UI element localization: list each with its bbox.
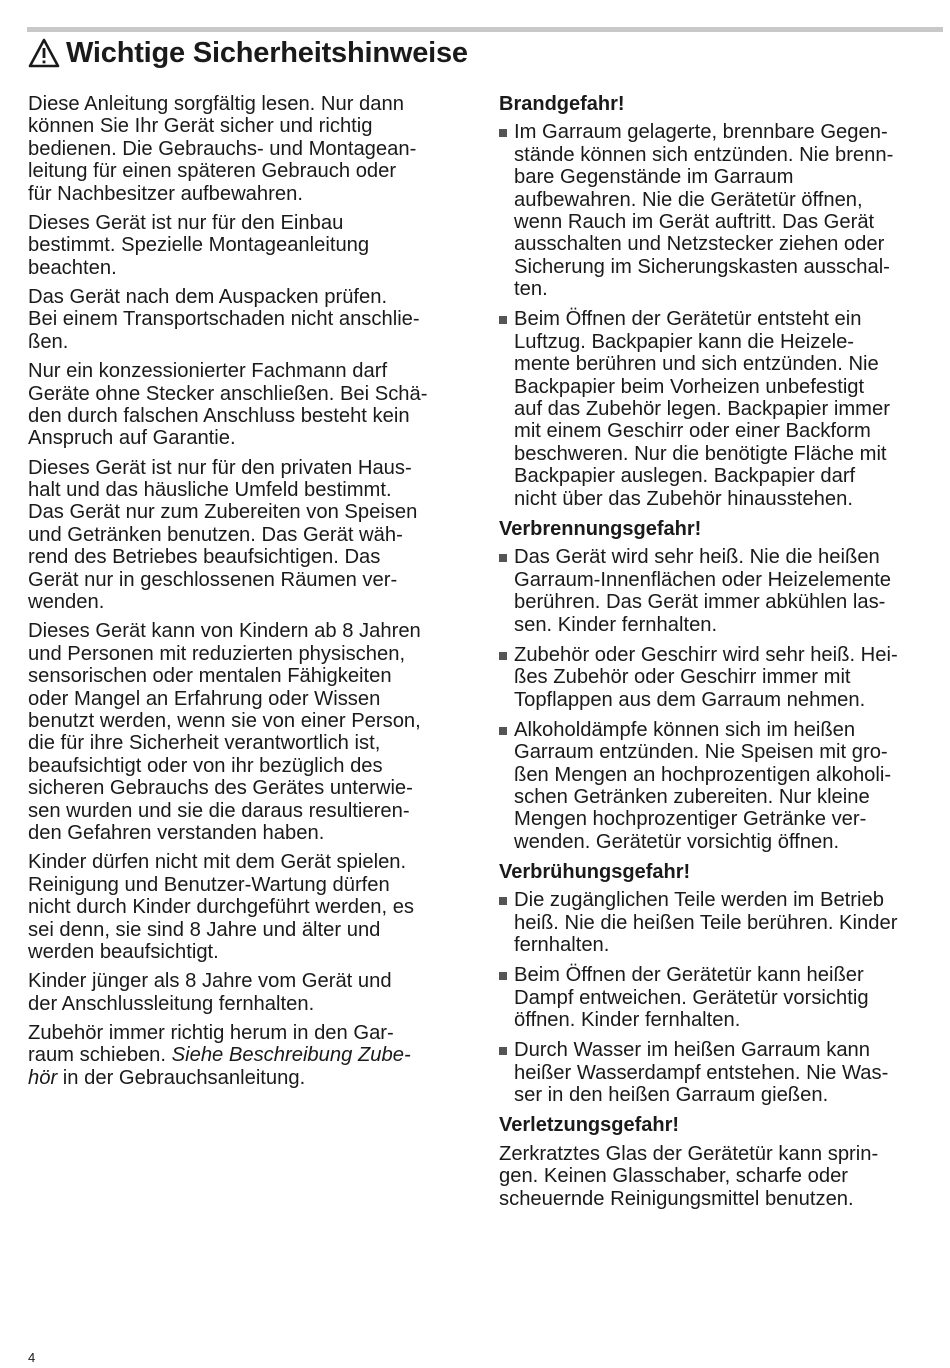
bullet-item: [499, 964, 944, 1031]
hazard-section: [499, 861, 944, 1107]
body-paragraph: [28, 457, 474, 614]
text-line: Im Garraum gelagerte, brennbare Gegen-: [514, 121, 888, 144]
text-line: und Getränken benutzen. Das Gerät wäh-: [28, 523, 403, 546]
text-line: ßen.: [28, 330, 69, 353]
text-line: heißer Wasserdampf entstehen. Nie Was-: [514, 1061, 889, 1084]
text-line: Dieses Gerät kann von Kindern ab 8 Jahren: [28, 620, 421, 643]
text-line: Kinder jünger als 8 Jahre vom Gerät und: [28, 970, 392, 993]
text-line: halt und das häusliche Umfeld bestimmt.: [28, 479, 392, 502]
text-line: Beim Öffnen der Gerätetür kann heißer: [514, 964, 864, 987]
text-line: Alkoholdämpfe können sich im heißen: [514, 718, 856, 741]
section-heading: Verbrennungsgefahr!: [499, 517, 702, 540]
square-bullet-icon: [499, 972, 507, 980]
body-paragraph: [28, 970, 474, 1015]
bullet-item: [499, 121, 944, 300]
text-line: Luftzug. Backpapier kann die Heizele-: [514, 330, 855, 353]
text-line: Dampf entweichen. Gerätetür vorsichtig: [514, 986, 869, 1009]
text-line: Dieses Gerät ist nur für den privaten Haus-: [28, 456, 412, 479]
top-rule: [27, 27, 943, 32]
text-line: stände können sich entzünden. Nie brenn-: [514, 143, 894, 166]
square-bullet-icon: [499, 316, 507, 324]
text-line: sei denn, sie sind 8 Jahre und älter und: [28, 918, 381, 941]
text-line: bare Gegenstände im Garraum: [514, 166, 794, 189]
text-line: der Anschlussleitung fernhalten.: [28, 992, 315, 1015]
text-line: Backpapier beim Vorheizen unbefestigt: [514, 375, 865, 398]
text-line: leitung für einen späteren Gebrauch oder: [28, 160, 397, 183]
text-line: den Gefahren verstanden haben.: [28, 822, 325, 845]
section-heading: Brandgefahr!: [499, 93, 625, 115]
text-line: wenn Rauch im Gerät auftritt. Das Gerät: [514, 211, 875, 234]
text-line: nicht durch Kinder durchgeführt werden, es: [28, 896, 415, 919]
text-line: beachten.: [28, 256, 117, 279]
text-line: Garraum-Innenflächen oder Heizelemente: [514, 568, 892, 591]
text-line: Nur ein konzessionierter Fachmann darf: [28, 360, 388, 383]
body-paragraph: [28, 93, 474, 205]
text-line: schen Getränken zubereiten. Nur kleine: [514, 785, 870, 808]
text-line: Das Gerät nur zum Zubereiten von Speisen: [28, 501, 418, 524]
section-heading: Verletzungsgefahr!: [499, 1114, 680, 1137]
accessory-paragraph: [28, 1022, 474, 1089]
text-line: Bei einem Transportschaden nicht anschlie-: [28, 308, 420, 331]
text-line: Topflappen aus dem Garraum nehmen.: [514, 688, 866, 711]
text-line: wenden. Gerätetür vorsichtig öffnen.: [514, 830, 840, 853]
text-line: Mengen hochprozentiger Getränke ver-: [514, 808, 867, 831]
text-line: beaufsichtigt oder von ihr bezüglich des: [28, 754, 383, 777]
text-line: scheuernde Reinigungsmittel benutzen.: [499, 1187, 854, 1210]
bullet-item: [499, 719, 944, 853]
text-line: heiß. Nie die heißen Teile berühren. Kinder: [514, 911, 898, 934]
section-paragraph: [499, 1143, 944, 1210]
square-bullet-icon: [499, 554, 507, 562]
text-normal: in der Gebrauchsanleitung.: [57, 1066, 306, 1089]
left-column: [28, 93, 474, 1096]
text-line: Reinigung und Benutzer-Wartung dürfen: [28, 873, 390, 896]
text-line: sen. Kinder fernhalten.: [514, 613, 718, 636]
text-line: ßes Zubehör oder Geschirr immer mit: [514, 666, 851, 689]
square-bullet-icon: [499, 1047, 507, 1055]
text-line: öffnen. Kinder fernhalten.: [514, 1009, 741, 1032]
text-line: sicheren Gebrauchs des Gerätes unterwie-: [28, 777, 413, 800]
section-heading: Verbrühungsgefahr!: [499, 860, 691, 883]
text-line: die für ihre Sicherheit verantwortlich ist,: [28, 732, 381, 755]
page-number: 4: [28, 1350, 36, 1365]
text-normal: raum schieben.: [28, 1044, 172, 1067]
text-line: Diese Anleitung sorgfältig lesen. Nur dann: [28, 93, 404, 115]
text-line: Zubehör oder Geschirr wird sehr heiß. Hei-: [514, 643, 898, 666]
square-bullet-icon: [499, 652, 507, 660]
bullet-item: [499, 308, 944, 510]
bullet-list: [499, 546, 944, 853]
text-italic-reference: hör: [28, 1066, 58, 1089]
text-line: für Nachbesitzer aufbewahren.: [28, 182, 303, 205]
body-paragraph: [28, 212, 474, 279]
text-line: Das Gerät nach dem Auspacken prüfen.: [28, 286, 388, 309]
bullet-list: [499, 121, 944, 510]
text-line: mente berühren und sich entzünden. Nie: [514, 353, 879, 376]
warning-triangle-icon: [28, 38, 60, 68]
injury-hazard-section: [499, 1114, 944, 1210]
text-line: bestimmt. Spezielle Montageanleitung: [28, 234, 370, 257]
text-line: [28, 1044, 474, 1066]
text-line: Sicherung im Sicherungskasten ausschal-: [514, 255, 890, 278]
body-paragraph: [28, 286, 474, 353]
text-line: Zerkratztes Glas der Gerätetür kann sprin-: [499, 1142, 879, 1165]
text-line: ten.: [514, 278, 548, 301]
text-line: nicht über das Zubehör hinausstehen.: [514, 487, 853, 510]
text-line: Garraum entzünden. Nie Speisen mit gro-: [514, 741, 888, 764]
text-line: ßen Mengen an hochprozentigen alkoholi-: [514, 763, 892, 786]
text-line: werden beaufsichtigt.: [28, 940, 219, 963]
square-bullet-icon: [499, 727, 507, 735]
right-column: [499, 93, 944, 1217]
text-line: wenden.: [28, 591, 105, 614]
bullet-item: [499, 644, 944, 711]
text-line: Geräte ohne Stecker anschließen. Bei Schä-: [28, 382, 428, 405]
text-line: Dieses Gerät ist nur für den Einbau: [28, 211, 344, 234]
text-line: Gerät nur in geschlossenen Räumen ver-: [28, 568, 398, 591]
text-line: können Sie Ihr Gerät sicher und richtig: [28, 115, 373, 138]
text-line: beschweren. Nur die benötigte Fläche mit: [514, 442, 887, 465]
text-line: rend des Betriebes beaufsichtigen. Das: [28, 546, 381, 569]
text-line: Anspruch auf Garantie.: [28, 427, 236, 450]
square-bullet-icon: [499, 897, 507, 905]
text-line: Zubehör immer richtig herum in den Gar-: [28, 1021, 394, 1044]
text-line: Das Gerät wird sehr heiß. Nie die heißen: [514, 546, 880, 569]
page-title-text: Wichtige Sicherheitshinweise: [66, 37, 468, 69]
square-bullet-icon: [499, 129, 507, 137]
text-line: ausschalten und Netzstecker ziehen oder: [514, 233, 885, 256]
text-line: den durch falschen Anschluss besteht kein: [28, 404, 410, 427]
text-line: und Personen mit reduzierten physischen,: [28, 642, 406, 665]
hazard-section: [499, 518, 944, 853]
text-line: sen wurden und sie die daraus resultieren-: [28, 799, 410, 822]
text-line: aufbewahren. Nie die Gerätetür öffnen,: [514, 188, 863, 211]
text-line: gen. Keinen Glasschaber, scharfe oder: [499, 1165, 849, 1188]
text-line: berühren. Das Gerät immer abkühlen las-: [514, 591, 886, 614]
text-line: Die zugänglichen Teile werden im Betrieb: [514, 889, 884, 912]
text-line: oder Mangel an Erfahrung oder Wissen: [28, 687, 381, 710]
text-line: Durch Wasser im heißen Garraum kann: [514, 1039, 871, 1062]
body-paragraph: [28, 360, 474, 450]
bullet-list: [499, 889, 944, 1106]
body-paragraph: [28, 620, 474, 844]
text-line: Beim Öffnen der Gerätetür entsteht ein: [514, 308, 862, 331]
text-line: bedienen. Die Gebrauchs- und Montagean-: [28, 137, 417, 160]
text-line: fernhalten.: [514, 934, 610, 957]
text-line: Backpapier auslegen. Backpapier darf: [514, 465, 856, 488]
hazard-section: [499, 93, 944, 510]
text-line: benutzt werden, wenn sie von einer Person,: [28, 710, 421, 733]
text-line: mit einem Geschirr oder einer Backform: [514, 420, 871, 443]
text-line: ser in den heißen Garraum gießen.: [514, 1084, 829, 1107]
bullet-item: [499, 1039, 944, 1106]
page-title: [28, 36, 468, 70]
bullet-item: [499, 546, 944, 636]
text-line: sensorischen oder mentalen Fähigkeiten: [28, 665, 392, 688]
text-line: [28, 1067, 474, 1089]
text-italic-reference: Siehe Beschreibung Zube-: [171, 1044, 411, 1067]
text-line: auf das Zubehör legen. Backpapier immer: [514, 398, 890, 421]
body-paragraph: [28, 851, 474, 963]
text-line: Kinder dürfen nicht mit dem Gerät spielen.: [28, 851, 407, 874]
bullet-item: [499, 889, 944, 956]
